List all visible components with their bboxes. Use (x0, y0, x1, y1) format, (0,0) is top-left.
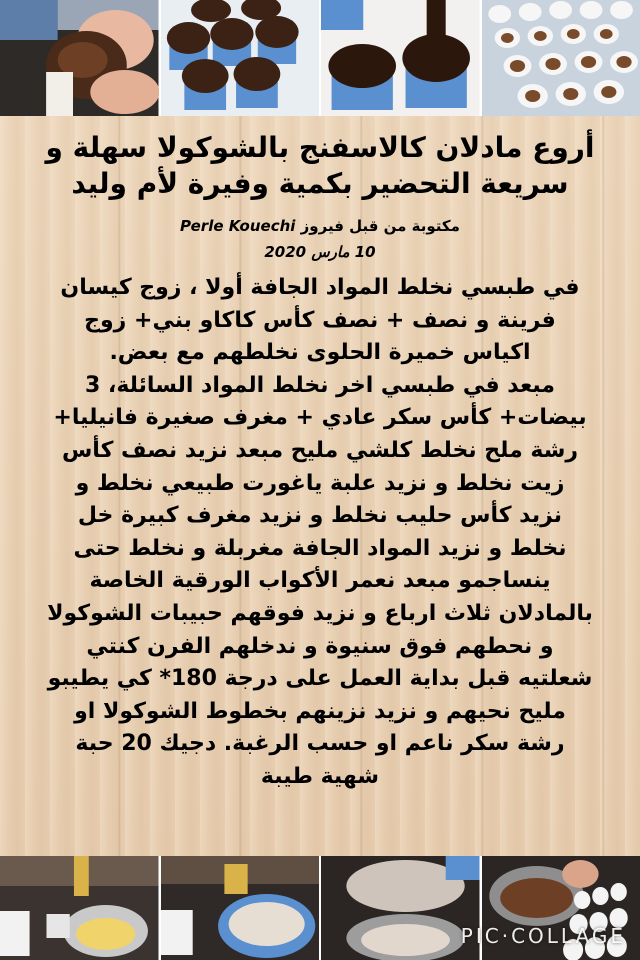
title-line-2: سريعة التحضير بكمية وفيرة لأم وليد (71, 167, 569, 200)
author-name: Perle Kouechi (180, 217, 296, 235)
recipe-line: رشة سكر ناعم او حسب الرغبة. دجيك 20 حبة (75, 731, 565, 757)
recipe-line: شعلتيه قبل بداية العمل على درجة 180* كي يطيبو (47, 666, 593, 692)
recipe-body (14, 272, 626, 794)
recipe-line: اكياس خميرة الحلوى نخلطهم مع بعض. (109, 340, 531, 366)
recipe-line: شهية طيبة (260, 763, 380, 789)
recipe-title (14, 130, 626, 202)
title-line-1: أروع مادلان كالاسفنج بالشوكولا سهلة و (45, 131, 595, 164)
recipe-line: بيضات+ كأس سكر عادي + مغرف صغيرة فانيليا+ (53, 405, 587, 431)
byline (14, 216, 626, 262)
byline-prefix: مكتوبة من قبل فيروز (300, 217, 460, 235)
photo-cupcakes-closeup (321, 0, 480, 116)
recipe-line: ينساجمو مبعد نعمر الأكواب الورقية الخاصة (89, 568, 551, 594)
recipe-line: مبعد في طبسي اخر نخلط المواد السائلة، 3 (85, 372, 555, 398)
recipe-line: زيت نخلط و نزيد علبة ياغورت طبيعي نخلط و (75, 470, 565, 496)
recipe-line: نزيد كأس حليب نخلط و نزيد مغرف كبيرة خل (77, 503, 563, 529)
photo-sifting-flour (321, 856, 480, 960)
photo-mixing-bowl (161, 856, 320, 960)
pic-collage-watermark: PIC·COLLAGE (460, 924, 626, 948)
recipe-line: بالمادلان ثلاث ارباع و نزيد فوقهم حبيبات الشوكولا (47, 600, 593, 626)
recipe-line: مليح نحيهم و نزيد نزينهم بخطوط الشوكولا او (74, 698, 566, 724)
recipe-line: في طبسي نخلط المواد الجافة أولا ، زوج كيسان (60, 275, 580, 300)
photo-muffin-bitten (0, 0, 159, 116)
photo-ingredients (0, 856, 159, 960)
recipe-line: و نحطهم فوق سنيوة و ندخلهم الفرن كنتي (86, 633, 554, 659)
post-date: 10 مارس 2020 (264, 243, 376, 261)
bottom-photo-strip (0, 856, 640, 960)
recipe-panel (0, 116, 640, 856)
top-photo-strip (0, 0, 640, 116)
recipe-line: نخلط و نزيد المواد الجافة مغربلة و نخلط حتى (73, 535, 567, 561)
recipe-line: رشة ملح نخلط كلشي مليح مبعد نزيد نصف كأس (61, 437, 579, 463)
photo-cupcakes-grid (482, 0, 640, 116)
photo-cupcakes-tray (161, 0, 320, 116)
recipe-line: فرينة و نصف + نصف كأس كاكاو بني+ زوج (84, 307, 556, 333)
